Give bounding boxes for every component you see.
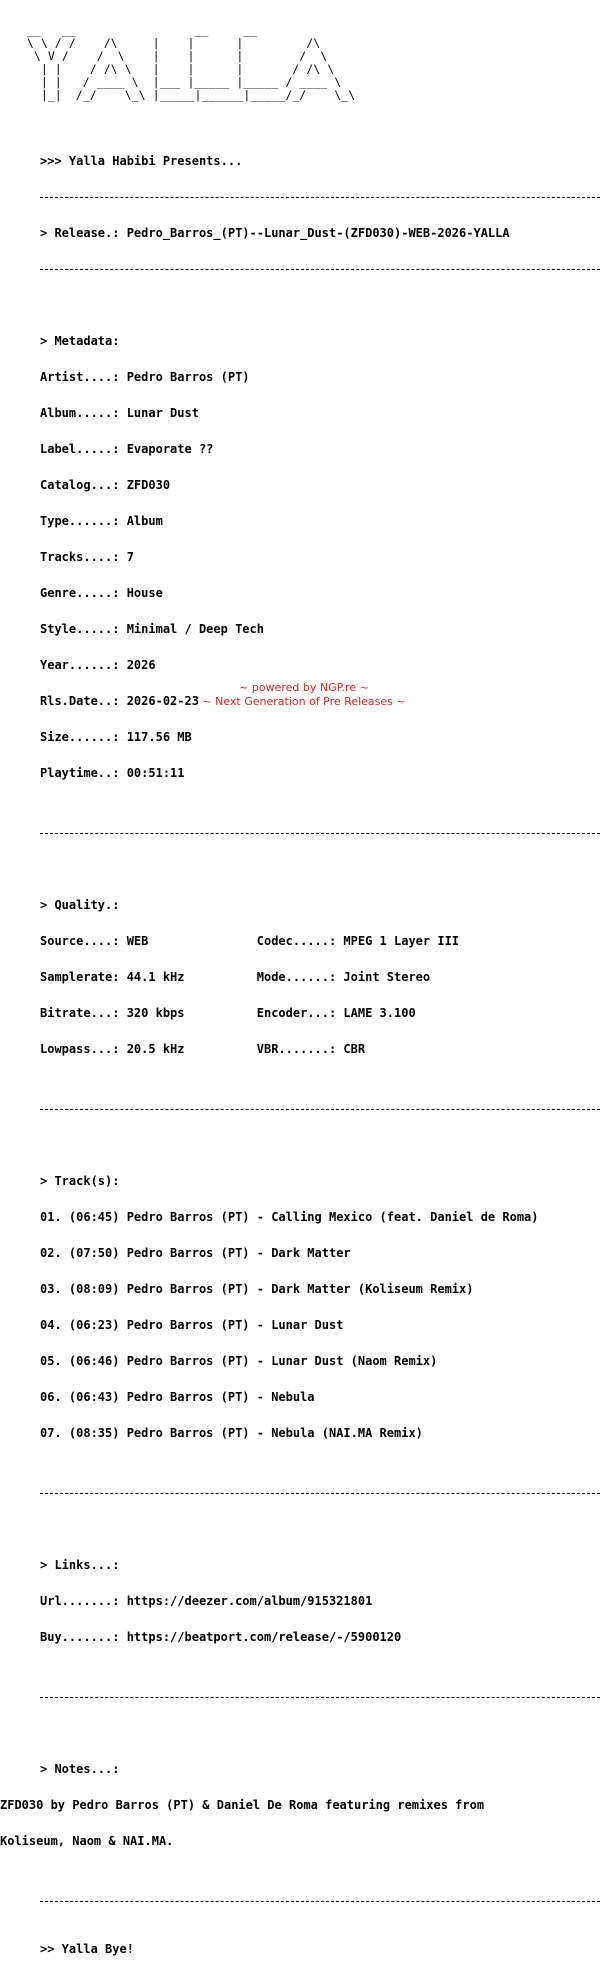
logo-line: __ __ __ __ <box>20 24 258 37</box>
logo-line: | | / /\ \ | | | / /\ \ <box>20 63 335 76</box>
track-row: 05. (06:46) Pedro Barros (PT) - Lunar Dust (Naom Remix) <box>40 1354 438 1368</box>
metadata-year: Year......: 2026 <box>40 658 156 672</box>
metadata-header: > Metadata: <box>40 334 120 348</box>
notes-line: ZFD030 by Pedro Barros (PT) & Daniel De Roma featuring remixes from <box>0 1798 485 1812</box>
logo-line: |_| /_/ \_\ |_____|______|_____/_/ \_\ <box>20 89 356 102</box>
metadata-genre: Genre.....: House <box>40 586 163 600</box>
track-row: 04. (06:23) Pedro Barros (PT) - Lunar Dust <box>40 1318 344 1332</box>
metadata-playtime: Playtime..: 00:51:11 <box>40 766 185 780</box>
links-header: > Links...: <box>40 1558 120 1572</box>
track-row: 02. (07:50) Pedro Barros (PT) - Dark Matter <box>40 1246 351 1260</box>
tracks-section <box>40 1151 600 1463</box>
footer-tagline: ~ Next Generation of Pre Releases ~ <box>202 695 406 708</box>
footer-powered-by: ~ powered by NGP.re ~ <box>239 681 369 694</box>
quality-row: Bitrate...: 320 kbps Encoder...: LAME 3.100 <box>40 1006 416 1020</box>
separator <box>40 827 600 839</box>
links-url: Url.......: https://deezer.com/album/915321801 <box>40 1594 373 1608</box>
metadata-label: Label.....: Evaporate ?? <box>40 442 214 456</box>
separator <box>40 1691 600 1703</box>
separator <box>40 191 600 203</box>
logo-line: \ \ / / /\ | | | /\ <box>20 37 321 50</box>
metadata-tracks: Tracks....: 7 <box>40 550 134 564</box>
metadata-album: Album.....: Lunar Dust <box>40 406 199 420</box>
track-row: 03. (08:09) Pedro Barros (PT) - Dark Matter (Koliseum Remix) <box>40 1282 474 1296</box>
notes-line: Koliseum, Naom & NAI.MA. <box>0 1834 174 1848</box>
quality-row: Lowpass...: 20.5 kHz VBR.......: CBR <box>40 1042 366 1056</box>
quality-row: Samplerate: 44.1 kHz Mode......: Joint Stereo <box>40 970 431 984</box>
release-line: > Release.: Pedro_Barros_(PT)--Lunar_Dust-(ZFD030)-WEB-2026-YALLA <box>40 226 510 240</box>
yalla-ascii-logo <box>20 24 355 102</box>
track-row: 01. (06:45) Pedro Barros (PT) - Calling Mexico (feat. Daniel de Roma) <box>40 1210 539 1224</box>
metadata-release-date: Rls.Date..: 2026-02-23 <box>40 694 199 708</box>
links-section <box>40 1535 600 1667</box>
intro-line: >>> Yalla Habibi Presents... <box>40 154 243 168</box>
metadata-type: Type......: Album <box>40 514 163 528</box>
separator <box>40 263 600 275</box>
quality-section <box>40 875 600 1079</box>
quality-row: Source....: WEB Codec.....: MPEG 1 Layer III <box>40 934 460 948</box>
tracks-header: > Track(s): <box>40 1174 120 1188</box>
logo-line: \ V / / \ | | | / \ <box>20 50 328 63</box>
notes-header: > Notes...: <box>40 1762 120 1776</box>
notes-section <box>0 1739 600 1871</box>
footer <box>0 681 608 709</box>
metadata-catalog: Catalog...: ZFD030 <box>40 478 171 492</box>
separator <box>40 1103 600 1115</box>
links-buy: Buy.......: https://beatport.com/release/-/5900120 <box>40 1630 402 1644</box>
track-row: 06. (06:43) Pedro Barros (PT) - Nebula <box>40 1390 315 1404</box>
metadata-size: Size......: 117.56 MB <box>40 730 192 744</box>
metadata-artist: Artist....: Pedro Barros (PT) <box>40 370 250 384</box>
outro-line: >> Yalla Bye! <box>40 1942 134 1956</box>
quality-header: > Quality.: <box>40 898 120 912</box>
separator <box>40 1895 600 1907</box>
separator <box>40 1487 600 1499</box>
metadata-section <box>40 311 600 803</box>
metadata-style: Style.....: Minimal / Deep Tech <box>40 622 264 636</box>
nfo-document <box>0 131 600 1967</box>
logo-line: | | / ____ \ |___ |_____ |_____ / ____ \ <box>20 76 342 89</box>
track-row: 07. (08:35) Pedro Barros (PT) - Nebula (NAI.MA Remix) <box>40 1426 423 1440</box>
